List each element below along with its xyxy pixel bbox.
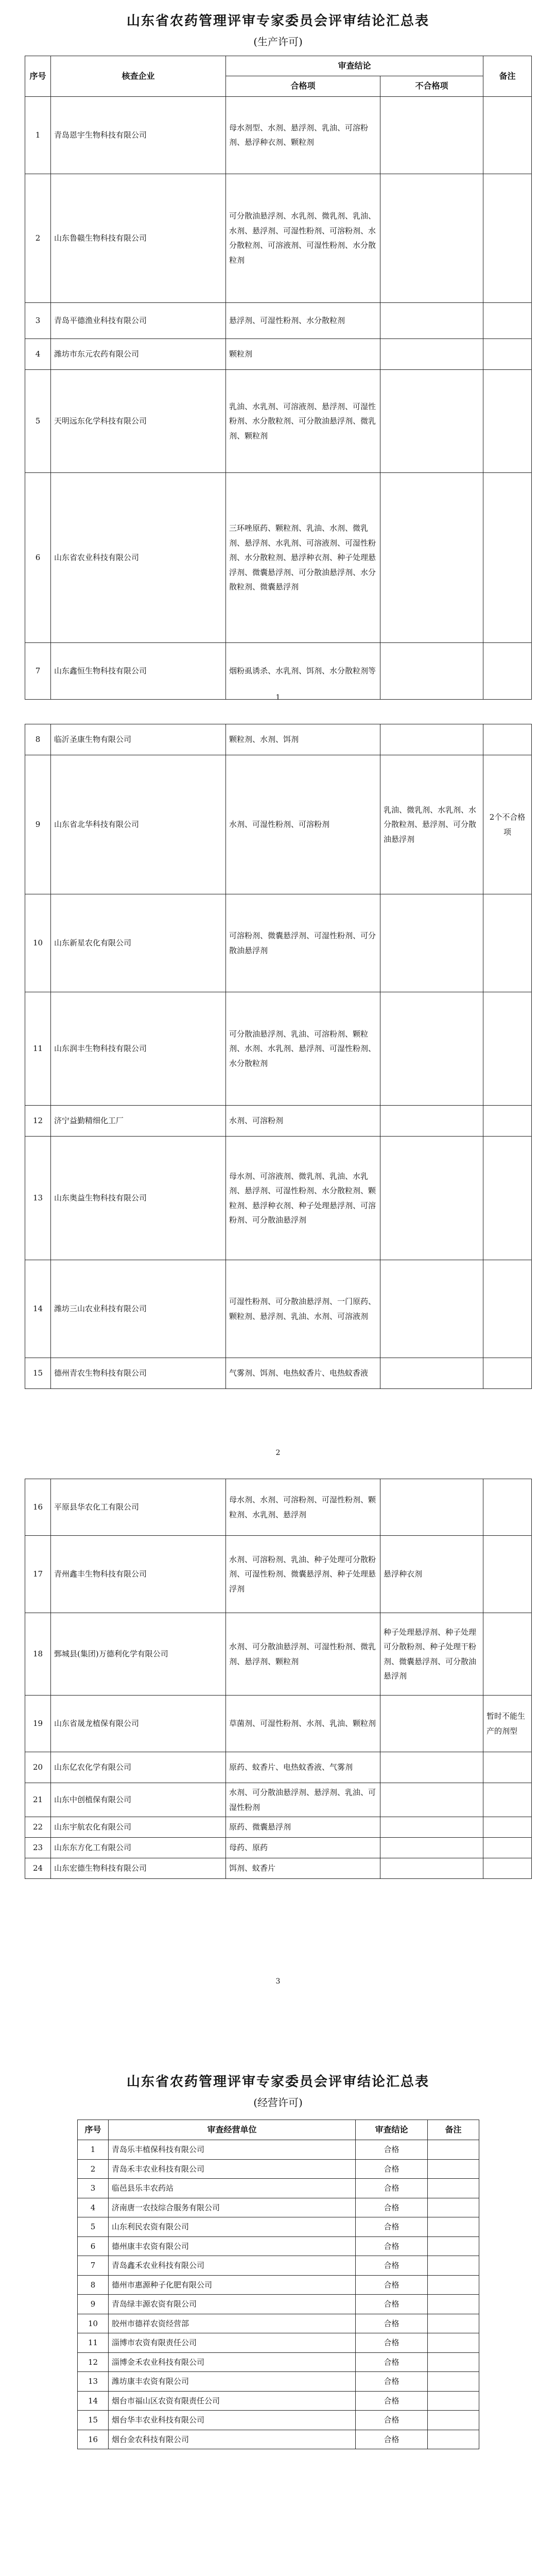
- table-row: 8 德州市惠源种子化肥有限公司 合格: [78, 2275, 479, 2295]
- production-table-3: [25, 1479, 532, 1879]
- table-row: 3 临邑县乐丰农药站 合格: [78, 2179, 479, 2198]
- production-table-1: [25, 56, 532, 700]
- table-row: 16 烟台金农科技有限公司 合格: [78, 2430, 479, 2449]
- table-row: 4 潍坊市东元农药有限公司 颗粒剂: [25, 338, 532, 369]
- production-page-2: [0, 724, 556, 1389]
- header-company: 核查企业: [51, 56, 226, 97]
- table-row: 10 山东新星农化有限公司 可溶粉剂、微囊悬浮剂、可湿性粉剂、可分散油悬浮剂: [25, 894, 532, 992]
- table-row: 23 山东东方化工有限公司 母药、原药: [25, 1838, 532, 1858]
- table-row: 19 山东省晟龙植保有限公司 草菌剂、可湿性粉剂、水剂、乳油、颗粒剂 暂时不能生产的剂型: [25, 1696, 532, 1752]
- production-page-1: [0, 10, 556, 700]
- header-company: 审查经营单位: [109, 2120, 356, 2140]
- production-table-2: [25, 724, 532, 1389]
- table-row: 13 潍坊康丰农资有限公司 合格: [78, 2372, 479, 2392]
- table-row: 16 平原县华农化工有限公司 母水剂、水剂、可溶粉剂、可湿性粉剂、颗粒剂、水乳剂、悬浮剂: [25, 1479, 532, 1536]
- table-row: 21 山东中创植保有限公司 水剂、可分散油悬浮剂、悬浮剂、乳油、可湿性粉剂: [25, 1783, 532, 1817]
- table-row: 8 临沂圣康生物有限公司 颗粒剂、水剂、饵剂: [25, 724, 532, 755]
- table-row: 13 山东奥益生物科技有限公司 母水剂、可溶液剂、微乳剂、乳油、水乳剂、悬浮剂、可湿性粉剂、水分散粒剂、颗粒剂、悬浮种衣剂、种子处理悬浮剂、可溶粉剂、可分散油悬浮剂: [25, 1137, 532, 1260]
- table-row: 9 山东省北华科技有限公司 水剂、可湿性粉剂、可溶粉剂 乳油、微乳剂、水乳剂、水分散粒剂、悬浮剂、可分散油悬浮剂 2个不合格项: [25, 755, 532, 894]
- header-no: 序号: [78, 2120, 109, 2140]
- header-no: 序号: [25, 56, 51, 97]
- table-row: 22 山东宇航农化有限公司 原药、微囊悬浮剂: [25, 1817, 532, 1838]
- table-row: 4 济南唐一农技综合服务有限公司 合格: [78, 2198, 479, 2217]
- table-row: 15 德州青农生物科技有限公司 气雾剂、饵剂、电热蚊香片、电热蚊香液: [25, 1358, 532, 1389]
- table-row: 1 青岛乐丰植保科技有限公司 合格: [78, 2140, 479, 2160]
- table-row: 6 山东省农业科技有限公司 三环唑原药、颗粒剂、乳油、水剂、微乳剂、悬浮剂、水乳剂、可溶液剂、可湿性粉剂、水分散粒剂、悬浮种衣剂、种子处理悬浮剂、微囊悬浮剂、可分散油悬浮剂、水分散粒剂、微囊悬浮剂: [25, 472, 532, 642]
- table-row: 18 鄄城县(集团)万德利化学有限公司 水剂、可分散油悬浮剂、可湿性粉剂、微乳剂、悬浮剂、颗粒剂 种子处理悬浮剂、种子处理可分散粉剂、种子处理干粉剂、微囊悬浮剂、可分散油悬浮剂: [25, 1613, 532, 1696]
- header-remark: 备注: [428, 2120, 479, 2140]
- header-pass: 合格项: [226, 76, 380, 96]
- doc-title-production: 山东省农药管理评审专家委员会评审结论汇总表: [126, 13, 429, 29]
- table-row: 2 青岛禾丰农业科技有限公司 合格: [78, 2159, 479, 2179]
- header-conclusion: 审查结论: [226, 56, 483, 76]
- table-row: 15 烟台华丰农业科技有限公司 合格: [78, 2411, 479, 2430]
- table-row: 3 青岛平德渔业科技有限公司 悬浮剂、可湿性粉剂、水分散粒剂: [25, 302, 532, 338]
- table-row: 14 潍坊三山农业科技有限公司 可湿性粉剂、可分散油悬浮剂、一门原药、颗粒剂、悬浮剂、乳油、水剂、可溶液剂: [25, 1260, 532, 1358]
- table-row: 24 山东宏德生物科技有限公司 饵剂、蚊香片: [25, 1858, 532, 1879]
- production-page-3: [0, 1479, 556, 1879]
- doc-subtitle-production: (生产许可): [253, 36, 303, 48]
- table-row: 12 淄博金禾农业科技有限公司 合格: [78, 2352, 479, 2372]
- table-row: 9 青岛绿丰源农资有限公司 合格: [78, 2295, 479, 2314]
- header-conclusion: 审查结论: [356, 2120, 428, 2140]
- table-row: 2 山东鲁赣生物科技有限公司 可分散油悬浮剂、水乳剂、微乳剂、乳油、水剂、悬浮剂、可湿性粉剂、可溶粉剂、水分散粒剂、可溶液剂、可湿性粉剂、水分散粒剂: [25, 174, 532, 302]
- page-number: 3: [275, 1977, 281, 1986]
- doc-subtitle-business: (经营许可): [253, 2096, 303, 2109]
- doc-title-business: 山东省农药管理评审专家委员会评审结论汇总表: [126, 2074, 429, 2090]
- table-row: 5 山东利民农资有限公司 合格: [78, 2217, 479, 2237]
- table-row: 14 烟台市福山区农资有限责任公司 合格: [78, 2391, 479, 2411]
- business-table-1: [77, 2120, 479, 2449]
- table-row: 12 济宁益勤精细化工厂 水剂、可溶粉剂: [25, 1106, 532, 1137]
- table-row: 1 青岛恩宇生物科技有限公司 母水剂型、水剂、悬浮剂、乳油、可溶粉剂、悬浮种衣剂、颗粒剂: [25, 96, 532, 174]
- table-row: 5 天明远东化学科技有限公司 乳油、水乳剂、可溶液剂、悬浮剂、可湿性粉剂、水分散粒剂、可分散油悬浮剂、微乳剂、颗粒剂: [25, 369, 532, 472]
- table-row: 7 青岛鑫禾农业科技有限公司 合格: [78, 2256, 479, 2276]
- table-row: 20 山东亿农化学有限公司 原药、蚊香片、电热蚊香液、气雾剂: [25, 1752, 532, 1783]
- table-row: 17 青州鑫丰生物科技有限公司 水剂、可溶粉剂、乳油、种子处理可分散粉剂、可湿性粉剂、微囊悬浮剂、种子处理悬浮剂 悬浮种衣剂: [25, 1536, 532, 1613]
- page-number: 1: [275, 693, 281, 702]
- header-remark: 备注: [483, 56, 532, 97]
- table-row: 10 胶州市德祥农资经营部 合格: [78, 2314, 479, 2333]
- table-row: 11 山东润丰生物科技有限公司 可分散油悬浮剂、乳油、可溶粉剂、颗粒剂、水剂、水乳剂、悬浮剂、可湿性粉剂、水分散粒剂: [25, 992, 532, 1106]
- table-row: 7 山东鑫恒生物科技有限公司 烟粉虱诱杀、水乳剂、饵剂、水分散粒剂等: [25, 642, 532, 699]
- table-row: 6 德州康丰农资有限公司 合格: [78, 2236, 479, 2256]
- page-number: 2: [275, 1449, 281, 1457]
- table-row: 11 淄博市农资有限责任公司 合格: [78, 2333, 479, 2353]
- business-page-1: [0, 2071, 556, 2449]
- header-fail: 不合格项: [380, 76, 483, 96]
